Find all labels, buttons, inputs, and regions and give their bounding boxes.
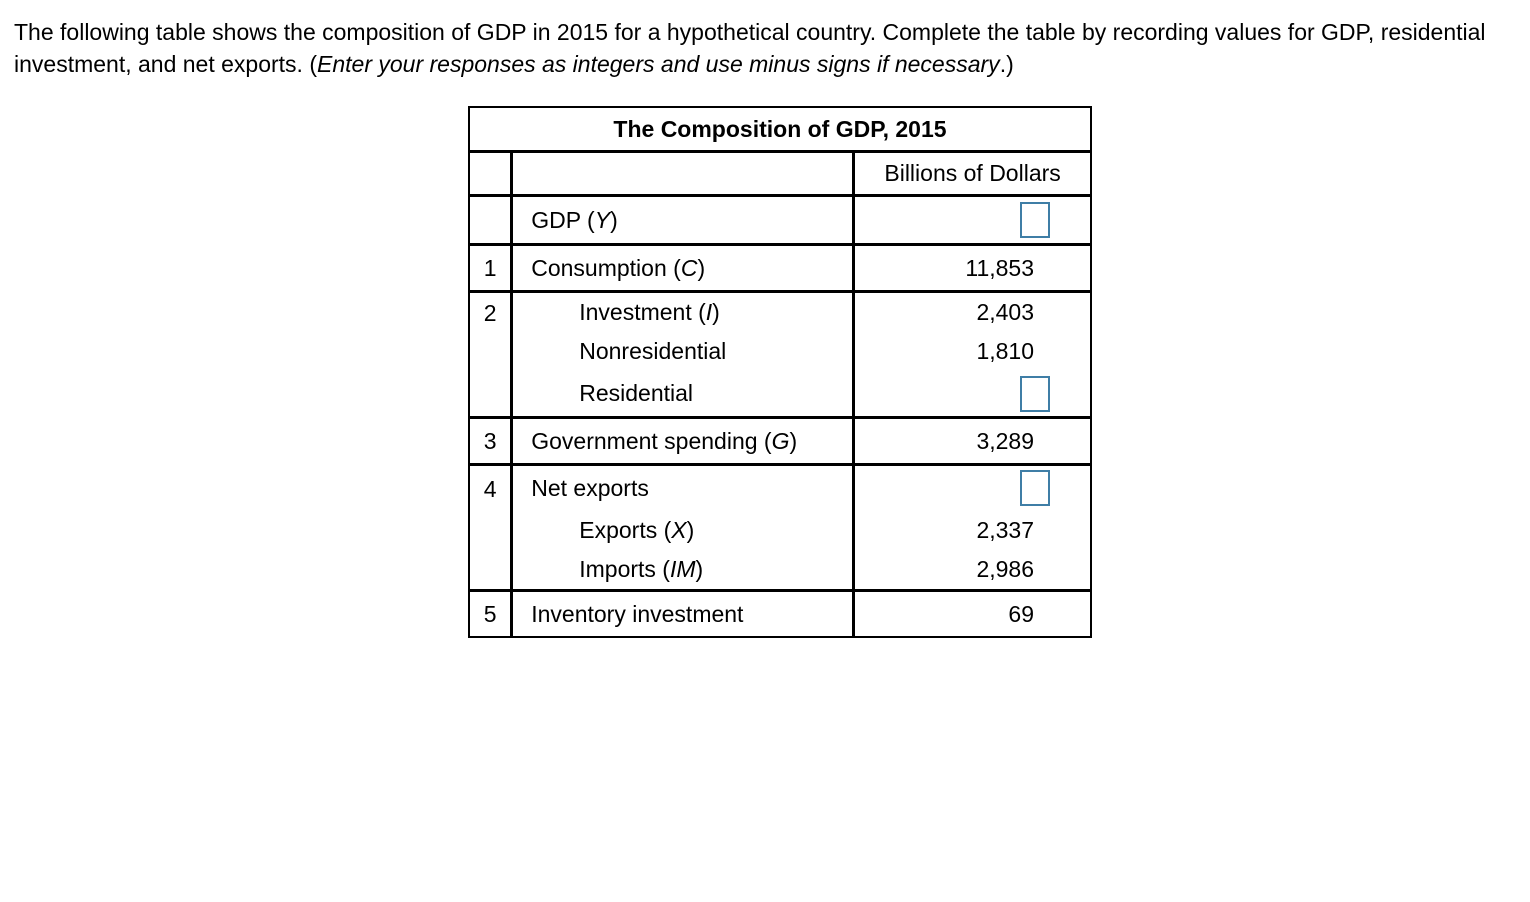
table-row-residential [469,372,1091,418]
row-number: 3 [469,418,512,465]
value-column-header: Billions of Dollars [854,152,1091,196]
row-number: 4 [469,465,512,591]
row-label-exports: Exports (X) [512,511,854,551]
row-label-investment: Investment (I) [512,292,854,332]
table-row-net-exports [469,465,1091,511]
header-blank-num [469,152,512,196]
row-label-imports: Imports (IM) [512,551,854,591]
row-number: 2 [469,292,512,418]
inventory-value: 69 [854,591,1091,638]
gdp-answer-input[interactable] [1020,202,1050,238]
row-label-gdp: GDP (Y) [512,196,854,245]
row-label-nonresidential: Nonresidential [512,332,854,372]
row-number: 5 [469,591,512,638]
table-row-imports [469,551,1091,591]
table-row-gdp [469,196,1091,245]
table-row-investment [469,292,1091,332]
net-exports-value-cell [854,465,1091,511]
table-title: The Composition of GDP, 2015 [469,107,1091,152]
investment-value: 2,403 [854,292,1091,332]
consumption-value: 11,853 [854,245,1091,292]
nonresidential-value: 1,810 [854,332,1091,372]
net-exports-answer-input[interactable] [1020,470,1050,506]
row-number [469,196,512,245]
row-label-consumption: Consumption (C) [512,245,854,292]
exports-value: 2,337 [854,511,1091,551]
gdp-value-cell [854,196,1091,245]
government-value: 3,289 [854,418,1091,465]
residential-value-cell [854,372,1091,418]
imports-value: 2,986 [854,551,1091,591]
row-label-residential: Residential [512,372,854,418]
table-row-nonresidential [469,332,1091,372]
row-number: 1 [469,245,512,292]
prompt-instruction: Enter your responses as integers and use minus signs if necessary [317,51,1000,77]
header-blank-label [512,152,854,196]
row-label-government: Government spending (G) [512,418,854,465]
row-label-inventory: Inventory investment [512,591,854,638]
table-row-inventory [469,591,1091,638]
table-row-exports [469,511,1091,551]
row-label-net-exports: Net exports [512,465,854,511]
table-row-government [469,418,1091,465]
gdp-composition-table [468,106,1092,638]
residential-answer-input[interactable] [1020,376,1050,412]
question-prompt: The following table shows the composition of GDP in 2015 for a hypothetical country. Complete the table by recording values for GDP, residential investment, and net exports. (Enter your responses as integers and use minus signs if necessary.) [14,19,1486,77]
table-row-consumption [469,245,1091,292]
